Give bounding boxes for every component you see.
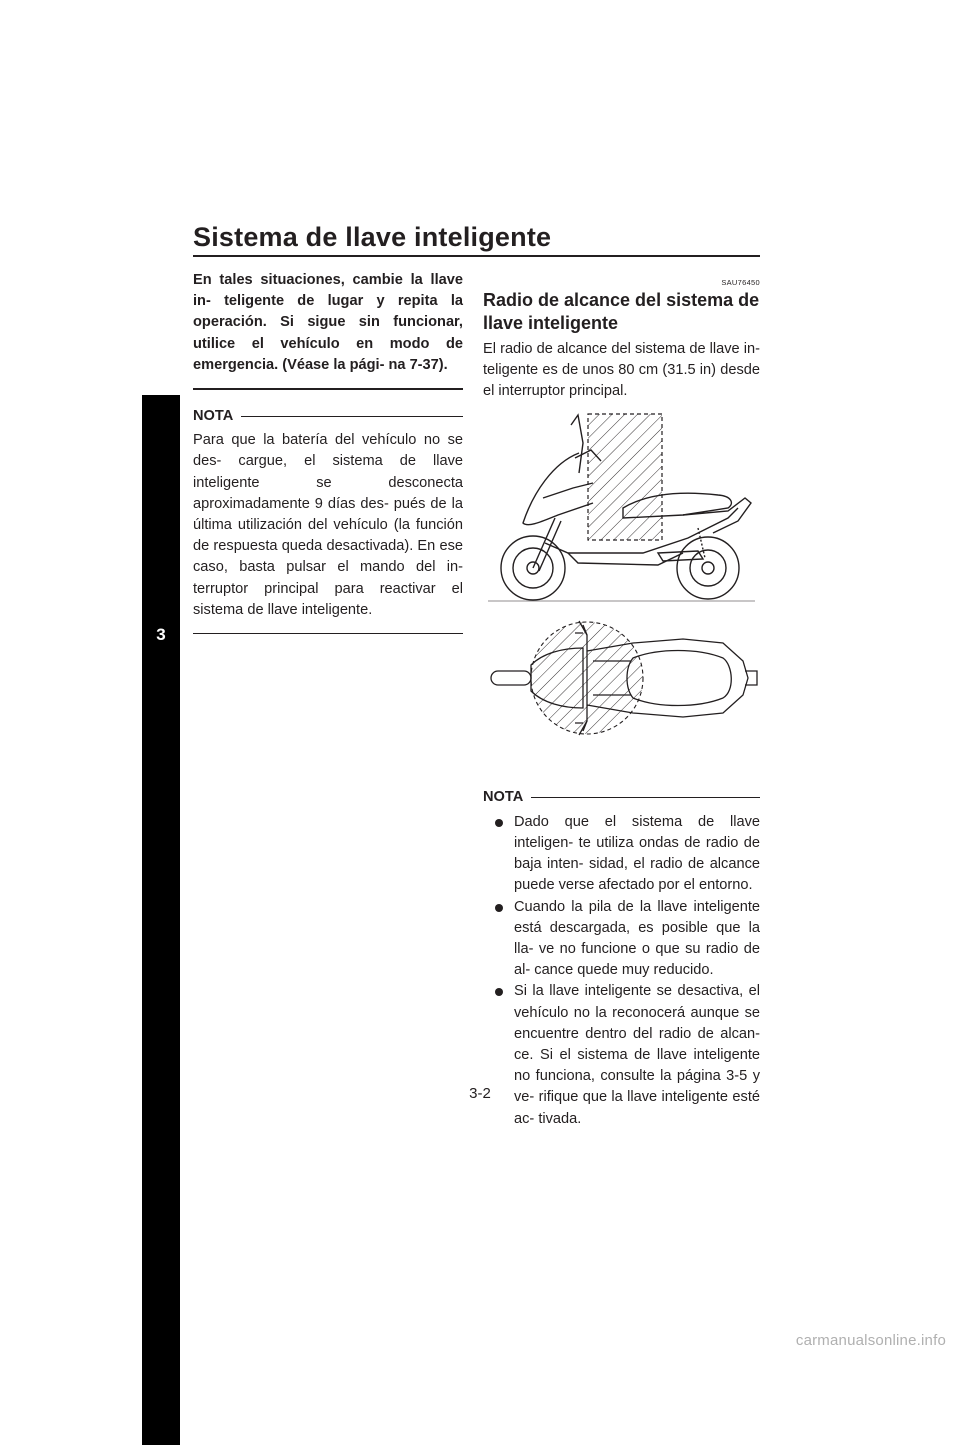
- bullet-icon: [495, 904, 503, 912]
- section-heading: Radio de alcance del sistema de llave inteligente: [483, 290, 760, 333]
- nota-label: NOTA: [193, 408, 234, 425]
- list-item: [483, 981, 760, 1129]
- nota-list: [483, 812, 760, 1130]
- page-title: Sistema de llave inteligente: [193, 222, 552, 252]
- side-range-area: [588, 414, 662, 540]
- nota-label-right: NOTA: [483, 788, 524, 805]
- list-item-text: Si la llave inteligente se desactiva, el vehículo no la reconocerá aunque se encuentre dentro del radio de alcan- ce. Si el sistema de llave inteligente no funciona, consulte la página 3-5 y ve- rifique que la llave inteligente esté ac- tivada.: [514, 983, 760, 1127]
- nota-header-right: [483, 787, 760, 808]
- list-item-text: Dado que el sistema de llave inteligen- te utiliza ondas de radio de baja inten- sidad, el radio de alcance puede verse afectado por el entorno.: [514, 813, 760, 894]
- nota-end-rule: [193, 633, 463, 634]
- bullet-icon: [495, 819, 503, 827]
- watermark: carmanualsonline.info: [795, 1332, 946, 1349]
- right-column: [483, 270, 760, 1130]
- left-column: [193, 270, 463, 634]
- nota-header-rule-right: [531, 797, 760, 798]
- warning-end-rule: [193, 388, 463, 390]
- nota-header: [193, 406, 463, 427]
- bullet-icon: [495, 988, 503, 996]
- warning-paragraph: En tales situaciones, cambie la llave in- teligente de lugar y repita la operación. Si sigue sin funcionar, utilice el vehículo en modo de emergencia. (Véase la pági- na 7-37).: [193, 272, 463, 373]
- chapter-tab: [142, 395, 180, 1445]
- top-range-area: [531, 622, 643, 734]
- list-item-text: Cuando la pila de la llave inteligente está descargada, es posible que la lla- ve no funcione o que su radio de al- cance quede muy reducido.: [514, 898, 760, 979]
- nota-text: Para que la batería del vehículo no se des- cargue, el sistema de llave inteligente se desconecta aproximadamente 9 días des- pués de la última utilización del vehículo (la función de respuesta queda desactivada). En ese caso, basta pulsar el mando del in- terruptor principal para reactivar el sistema de llave inteligente.: [193, 432, 463, 618]
- range-diagram: [483, 403, 760, 773]
- page-number: 3-2: [469, 1085, 491, 1102]
- intro-paragraph: El radio de alcance del sistema de llave in- teligente es de unos 80 cm (31.5 in) desde el interruptor principal.: [483, 341, 760, 400]
- list-item: [483, 897, 760, 982]
- chapter-number: 3: [156, 625, 166, 644]
- list-item: [483, 812, 760, 897]
- reference-code: SAU76450: [721, 278, 760, 287]
- title-rule: [193, 255, 760, 257]
- nota-header-rule: [241, 416, 463, 417]
